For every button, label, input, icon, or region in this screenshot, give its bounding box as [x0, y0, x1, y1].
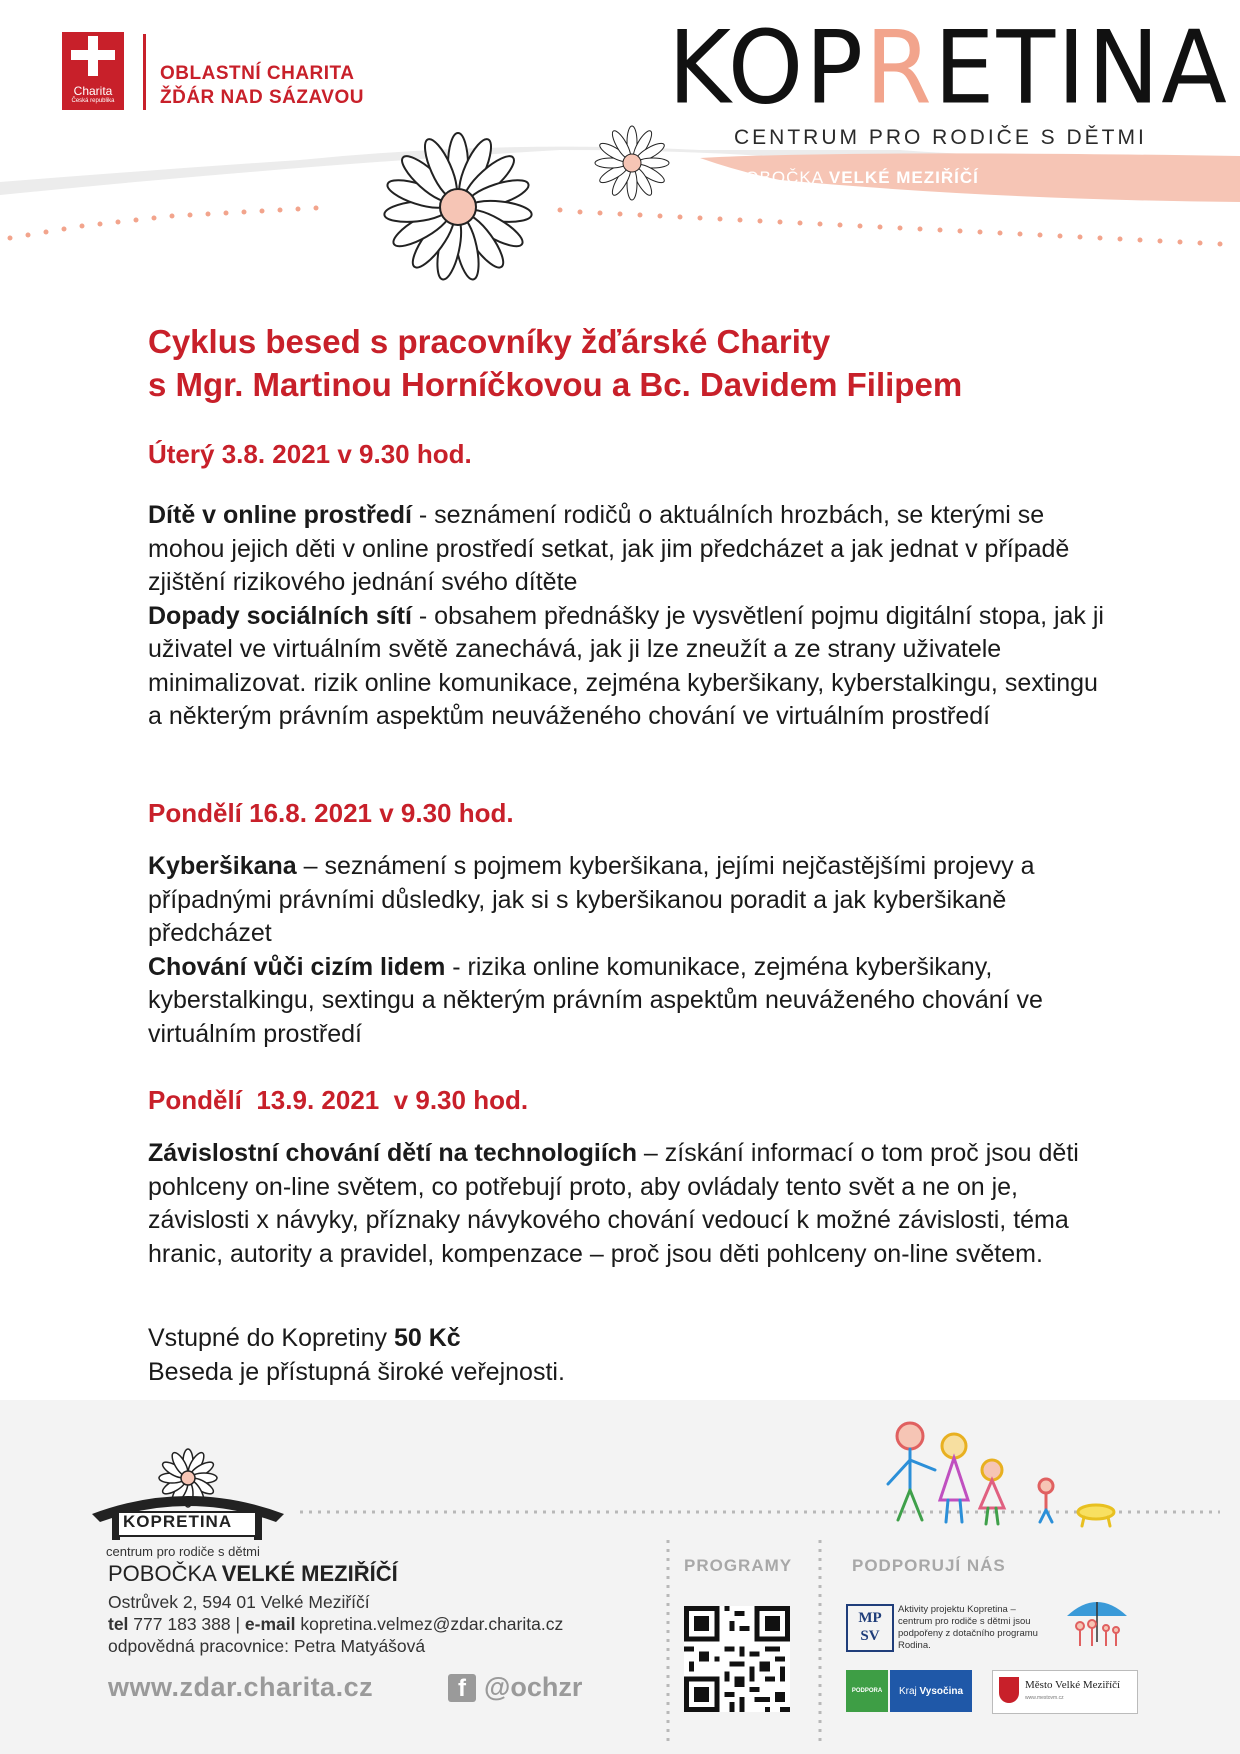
- admission-price: Vstupné do Kopretiny 50 Kč: [148, 1324, 461, 1352]
- kopretina-logo-title: KOPRETINA: [668, 9, 1229, 127]
- admission: [148, 1322, 1108, 1389]
- qr-code-icon[interactable]: [684, 1606, 790, 1712]
- branch-label: POBOČKA VELKÉ MEZIŘÍČÍ: [733, 168, 979, 187]
- support-label: PODPORUJÍ NÁS: [852, 1556, 1006, 1575]
- title-line2: s Mgr. Martinou Horníčkovou a Bc. Davidem Filipem: [148, 366, 963, 403]
- footer-contact: tel 777 183 388 | e-mail kopretina.velmez@zdar.charita.cz: [108, 1614, 564, 1634]
- charita-logo-subtext: Česká republika: [71, 98, 115, 104]
- org-name-line1: OBLASTNÍ CHARITA: [160, 63, 355, 84]
- mpsv-support-text: Aktivity projektu Kopretina – centrum pro rodiče s dětmi jsou podpořeny z dotačního programu Rodina.: [898, 1604, 1038, 1651]
- facebook-icon[interactable]: f: [448, 1674, 476, 1702]
- footer-center-text: centrum pro rodiče s dětmi: [106, 1544, 260, 1559]
- topic-paragraph: [148, 1137, 1108, 1271]
- event-1-topics: [148, 499, 1108, 734]
- kopretina-footer-logo: [88, 1448, 288, 1550]
- event-date: Úterý 3.8. 2021 v 9.30 hod.: [148, 439, 472, 469]
- kopretina-subtitle: CENTRUM PRO RODIČE S DĚTMI: [734, 126, 1147, 149]
- topic-name: Závislostní chování dětí na technologiích: [148, 1139, 637, 1167]
- event-date: Pondělí 16.8. 2021 v 9.30 hod.: [148, 798, 514, 828]
- programs-label: PROGRAMY: [684, 1556, 793, 1575]
- topic-text: - rizika online komunikace, zejména kyberšikany, kyberstalkingu, sextingu a některým právním aspektům neuváženého chování ve virtuálním prostředí: [148, 952, 1043, 1048]
- event-1: [148, 438, 1108, 472]
- event-3: [148, 1084, 1108, 1118]
- org-divider: [143, 34, 146, 110]
- event-2: [148, 797, 1108, 831]
- podpora-badge: PODPORA: [846, 1670, 888, 1712]
- topic-name: Dítě v online prostředí: [148, 501, 412, 529]
- organization-name: [160, 62, 364, 110]
- charita-logo-text: Charita: [73, 84, 113, 98]
- event-2-topics: [148, 850, 1088, 1051]
- topic-paragraph: [148, 499, 1108, 600]
- mesto-logo: [992, 1670, 1138, 1714]
- admission-note: Beseda je přístupná široké veřejnosti.: [148, 1357, 565, 1386]
- footer-address: Ostrůvek 2, 594 01 Velké Meziříčí: [108, 1592, 370, 1612]
- topic-name: Dopady sociálních sítí: [148, 601, 412, 630]
- title-line1: Cyklus besed s pracovníky žďárské Charity: [148, 323, 831, 360]
- topic-text: – seznámení s pojmem kyberšikana, jejími nejčastějšími projevy a případnými právními důsledky, jak si s kyberšikanou poradit a jak kyberšikaně předcházet: [148, 852, 1035, 947]
- family-umbrella-icon: [1062, 1592, 1132, 1652]
- charita-logo: [62, 32, 124, 110]
- footer-branch: POBOČKA VELKÉ MEZIŘÍČÍ: [108, 1561, 398, 1586]
- website-link[interactable]: www.zdar.charita.cz: [108, 1672, 374, 1702]
- social-handle[interactable]: @ochzr: [484, 1672, 583, 1702]
- town-crest-icon: [999, 1677, 1019, 1703]
- topic-name: Chování vůči cizím lidem: [148, 952, 446, 981]
- mesto-name: Město Velké Meziříčí: [1025, 1679, 1121, 1691]
- kraj-vysocina-logo: Kraj Vysočina: [890, 1670, 972, 1712]
- event-3-topics: [148, 1137, 1108, 1271]
- page-title: [148, 320, 1148, 406]
- org-name-line2: ŽĎÁR NAD SÁZAVOU: [160, 87, 364, 108]
- topic-text: – získání informací o tom proč jsou děti pohlceny on-line světem, co potřebují proto, aby ovládaly tento svět a ne on je, závislosti x návyky, příznaky návykového chování vedoucí k možné závislosti, téma hranic, autority a pravidel, kompenzace – proč jsou děti pohlceny on-line světem.: [148, 1139, 1079, 1268]
- footer-responsible: odpovědná pracovnice: Petra Matyášová: [108, 1636, 426, 1656]
- mpsv-logo: MP SV: [846, 1604, 894, 1652]
- footer-logo-text: KOPRETINA: [123, 1512, 233, 1531]
- topic-paragraph: [148, 951, 1088, 1052]
- topic-name: Kyberšikana: [148, 852, 297, 880]
- event-date: Pondělí 13.9. 2021 v 9.30 hod.: [148, 1085, 529, 1115]
- topic-paragraph: [148, 850, 1088, 951]
- topic-text: - seznámení rodičů o aktuálních hrozbách, se kterými se mohou jejich děti v online prostředí setkat, jak jim předcházet a jak jednat v případě zjištění rizikového jednání svého dítěte: [148, 501, 1070, 596]
- topic-paragraph: [148, 600, 1108, 734]
- mesto-url: www.mestovm.cz: [1025, 1695, 1064, 1701]
- topic-text: - obsahem přednášky je vysvětlení pojmu digitální stopa, jak ji uživatel ve virtuálním světě zanechává, jak ji lze zneužít a ze strany uživatele minimalizovat. rizik online komunikace, zejména kyberšikany, kyberstalkingu, sextingu a některým právním aspektům neuváženého chování ve virtuálním prostředí: [148, 601, 1104, 730]
